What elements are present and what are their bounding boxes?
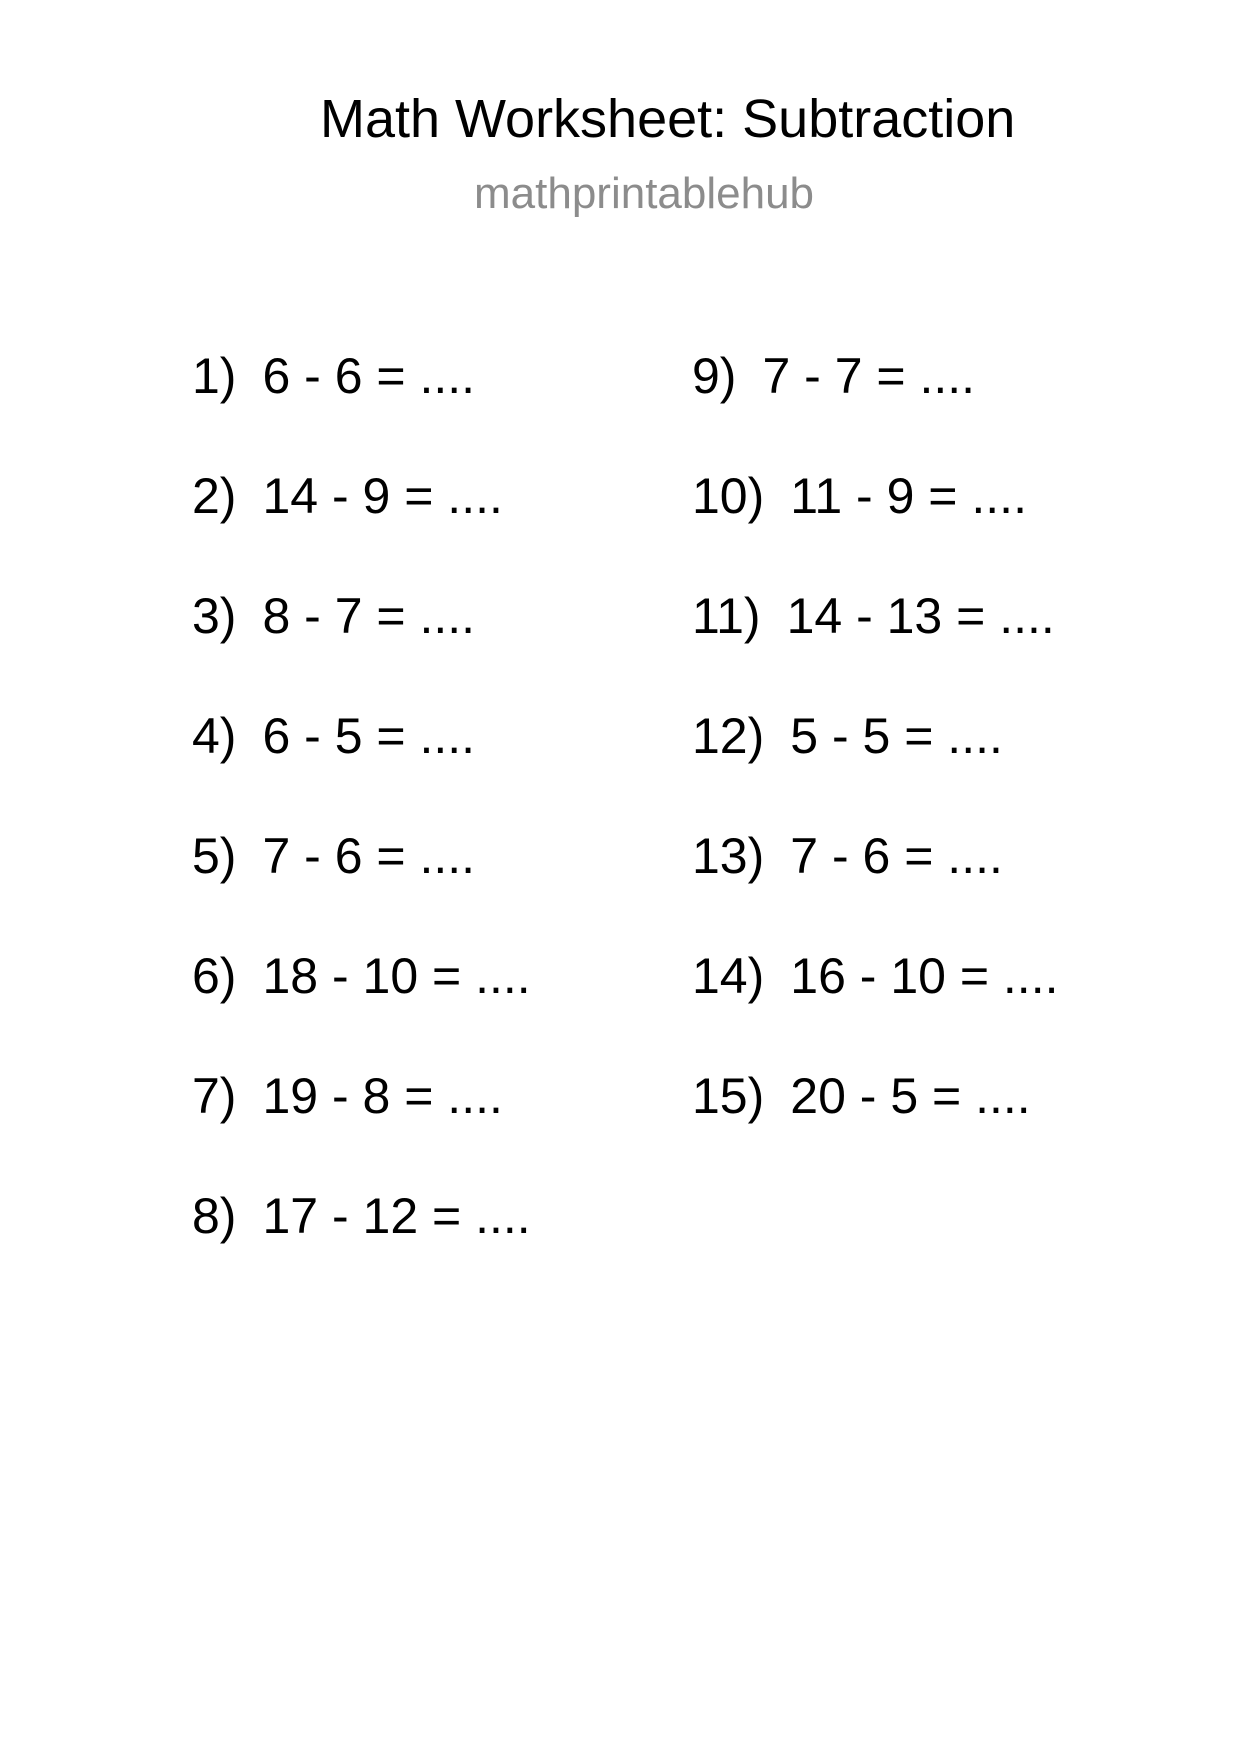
problem-number: 6): [192, 948, 237, 1004]
problem-expression: 7 - 6 = ....: [790, 828, 1003, 884]
problem-row-11: [692, 588, 1058, 644]
problem-number: 1): [192, 348, 237, 404]
problem-expression: 17 - 12 = ....: [262, 1188, 531, 1244]
problem-number: 11): [692, 588, 761, 644]
problem-number: 5): [192, 828, 237, 884]
problem-expression: 14 - 9 = ....: [262, 468, 503, 524]
problem-row-9: [692, 348, 1058, 404]
page-title: Math Worksheet: Subtraction: [320, 89, 1016, 149]
problem-row-15: [692, 1068, 1058, 1124]
problems-column-left: [192, 348, 531, 1244]
problems-column-right: [692, 348, 1059, 1124]
problem-row-4: [192, 708, 531, 764]
problem-expression: 5 - 5 = ....: [790, 708, 1003, 764]
problem-number: 10): [692, 468, 765, 524]
problem-expression: 19 - 8 = ....: [262, 1068, 503, 1124]
problem-number: 4): [192, 708, 237, 764]
problem-row-6: [192, 948, 531, 1004]
problem-number: 12): [692, 708, 765, 764]
problem-row-1: [192, 348, 531, 404]
problem-number: 2): [192, 468, 237, 524]
problem-number: 3): [192, 588, 237, 644]
problem-number: 7): [192, 1068, 237, 1124]
page-subtitle: mathprintablehub: [474, 169, 815, 218]
problem-row-12: [692, 708, 1058, 764]
problem-number: 14): [692, 948, 765, 1004]
problem-number: 9): [692, 348, 737, 404]
problem-number: 15): [692, 1068, 765, 1124]
problem-row-7: [192, 1068, 531, 1124]
problem-row-10: [692, 468, 1058, 524]
problem-expression: 8 - 7 = ....: [262, 588, 476, 644]
problem-expression: 7 - 6 = ....: [262, 828, 476, 884]
problem-row-14: [692, 948, 1059, 1004]
problem-expression: 6 - 6 = ....: [262, 348, 476, 404]
problem-row-2: [192, 468, 531, 524]
problem-expression: 18 - 10 = ....: [262, 948, 531, 1004]
problem-row-13: [692, 828, 1058, 884]
problem-expression: 20 - 5 = ....: [790, 1068, 1031, 1124]
problem-number: 13): [692, 828, 765, 884]
problem-expression: 6 - 5 = ....: [262, 708, 476, 764]
problem-expression: 14 - 13 = ....: [786, 588, 1055, 644]
problem-row-8: [192, 1188, 531, 1244]
problem-expression: 16 - 10 = ....: [790, 948, 1059, 1004]
problem-number: 8): [192, 1188, 237, 1244]
problem-row-3: [192, 588, 531, 644]
problem-expression: 11 - 9 = ....: [790, 468, 1027, 524]
problem-expression: 7 - 7 = ....: [762, 348, 976, 404]
problem-row-5: [192, 828, 531, 884]
